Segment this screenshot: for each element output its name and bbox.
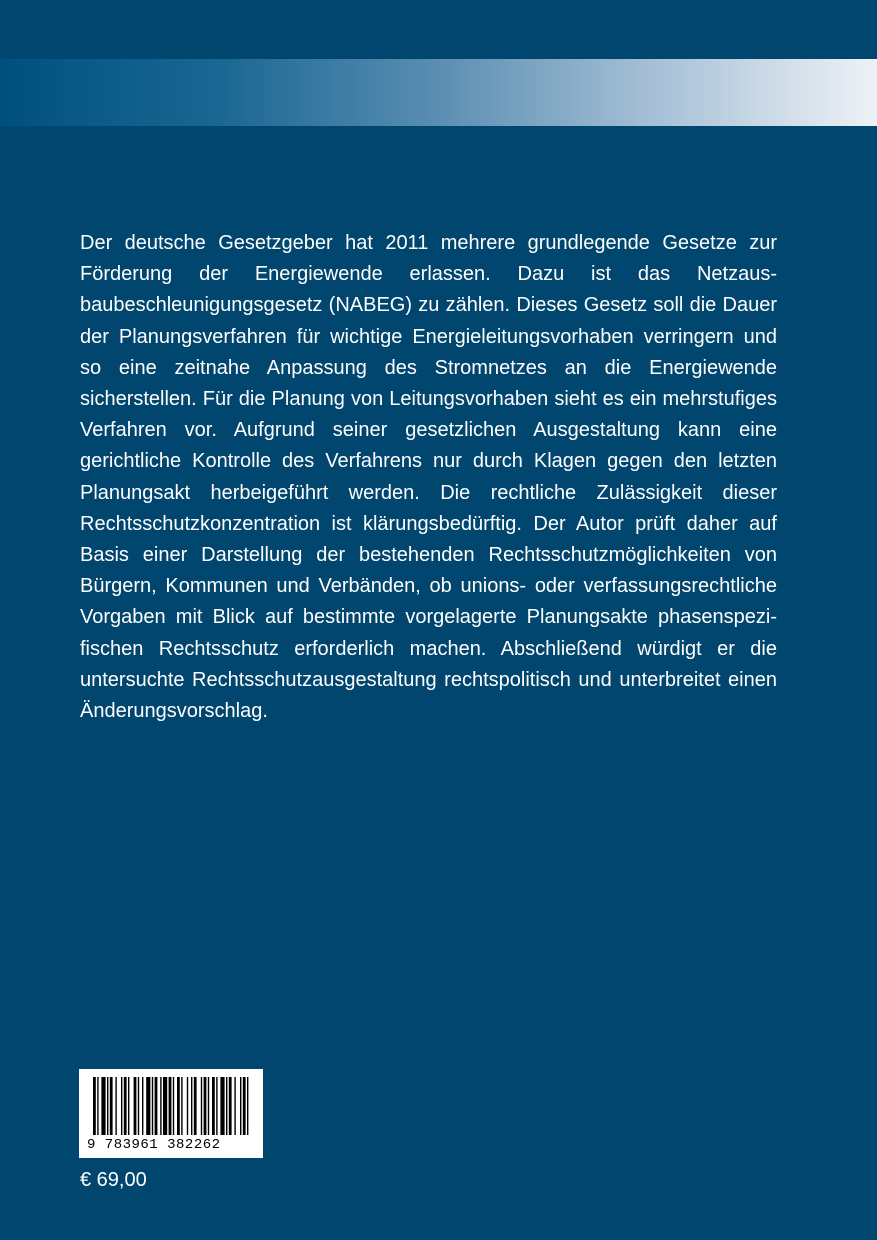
barcode-bars	[79, 1069, 263, 1139]
barcode-bar	[208, 1077, 209, 1135]
barcode-bar	[243, 1077, 246, 1135]
barcode-bar	[107, 1077, 108, 1135]
back-cover-blurb: Der deutsche Gesetzgeber hat 2011 mehrere grundlegende Gesetze zur Förderung der Energiewende erlassen. Dazu ist das Netzausbaubeschleunigungsgesetz (NABEG) zu zählen. Dieses Gesetz soll die Dauer der Planungsverfahren für wichtige Energieleitungsvorhaben verringern und so eine zeitnahe Anpassung des Stromnetzes an die Energiewende sicherstellen. Für die Planung von Leitungsvorhaben sieht es ein mehrstufiges Verfahren vor. Aufgrund seiner gesetzlichen Ausgestaltung kann eine gerichtliche Kontrolle des Verfahrens nur durch Klagen gegen den letzten Planungsakt herbeigeführt werden. Die rechtliche Zulässigkeit dieser Rechtsschutzkonzentration ist klärungsbedürftig. Der Autor prüft daher auf Basis einer Darstellung der bestehenden Rechtsschutzmöglichkeiten von Bürgern, Kommunen und Verbänden, ob unions- oder verfassungsrechtliche Vorgaben mit Blick auf bestimmte vorgelagerte Planungsakte phasenspezifischen Rechtsschutz erforderlich machen. Abschließend würdigt er die untersuchte Rechtsschutzausgestaltung rechtspolitisch und unterbreitet einen Änderungsvorschlag.	[80, 232, 777, 723]
barcode-bar	[101, 1077, 105, 1135]
isbn-number: 9 783961 382262	[87, 1137, 221, 1153]
barcode-bar	[177, 1077, 180, 1135]
barcode-bar	[181, 1077, 182, 1135]
barcode-bar	[212, 1077, 215, 1135]
isbn-barcode	[79, 1069, 263, 1158]
barcode-bar	[187, 1077, 188, 1135]
barcode-bar	[216, 1077, 217, 1135]
barcode-bar	[163, 1077, 167, 1135]
barcode-bar	[124, 1077, 127, 1135]
barcode-bar	[234, 1077, 235, 1135]
barcode-bar	[110, 1077, 113, 1135]
barcode-bar	[173, 1077, 174, 1135]
barcode-bar	[240, 1077, 241, 1135]
barcode-bar	[134, 1077, 137, 1135]
barcode-bar	[160, 1077, 161, 1135]
barcode-bar	[121, 1077, 122, 1135]
barcode-bar	[191, 1077, 192, 1135]
barcode-bar	[142, 1077, 143, 1135]
barcode-bar	[155, 1077, 158, 1135]
barcode-bar	[204, 1077, 207, 1135]
barcode-bar	[194, 1077, 197, 1135]
barcode-bar	[146, 1077, 150, 1135]
barcode-bar	[226, 1077, 227, 1135]
barcode-bar	[201, 1077, 202, 1135]
barcode-bar	[152, 1077, 153, 1135]
barcode-bar	[115, 1077, 116, 1135]
barcode-bar	[93, 1077, 96, 1135]
barcode-bar	[229, 1077, 232, 1135]
barcode-bar	[220, 1077, 224, 1135]
barcode-bar	[97, 1077, 98, 1135]
barcode-bar	[247, 1077, 248, 1135]
barcode-bar	[128, 1077, 129, 1135]
barcode-bar	[169, 1077, 172, 1135]
header-gradient-band	[0, 59, 877, 126]
price-label: € 69,00	[80, 1169, 147, 1191]
barcode-bar	[138, 1077, 139, 1135]
